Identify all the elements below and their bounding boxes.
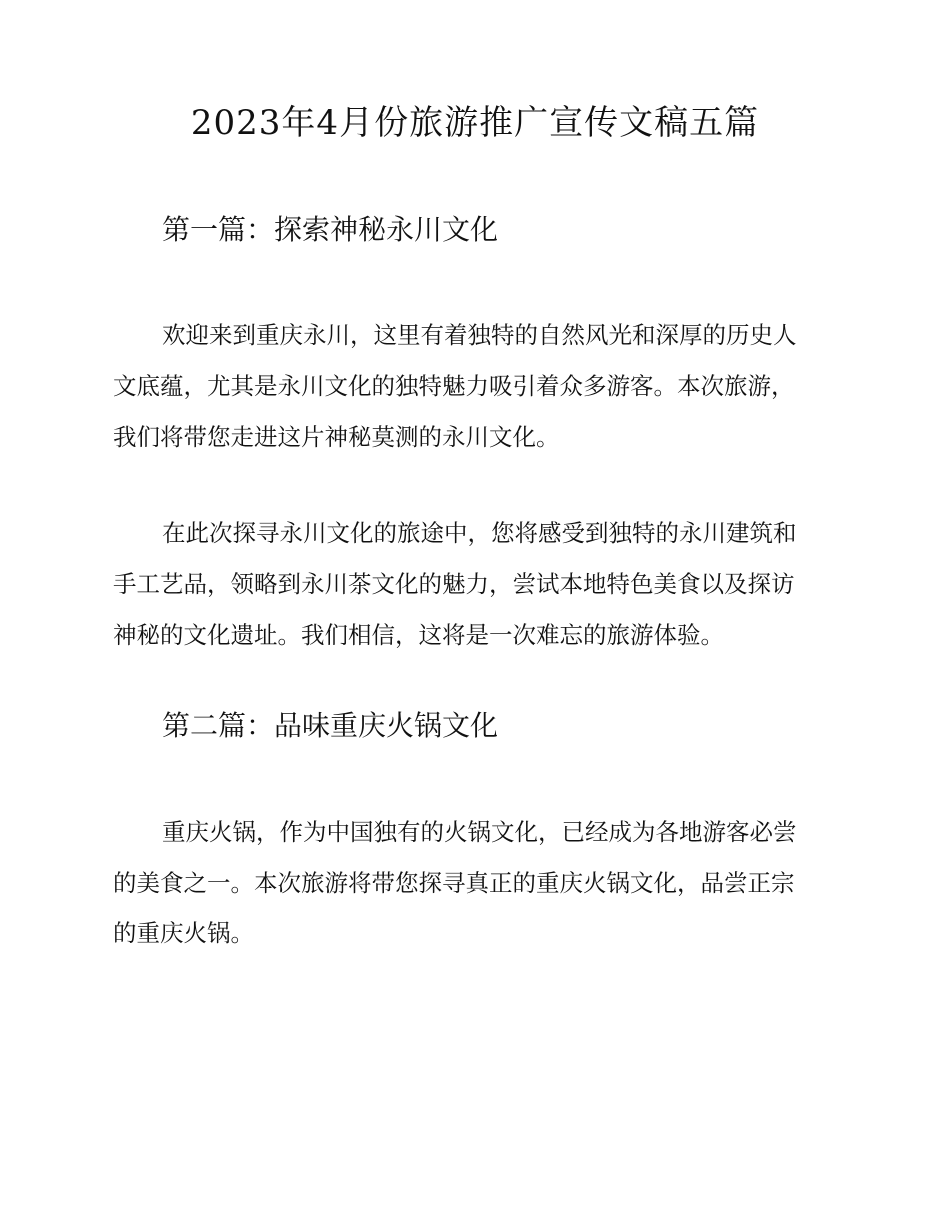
paragraph-line: 重庆火锅，作为中国独有的火锅文化，已经成为各地游客必尝 bbox=[162, 818, 797, 846]
section-heading-2: 第二篇：品味重庆火锅文化 bbox=[162, 709, 499, 742]
paragraph-line: 手工艺品，领略到永川茶文化的魅力，尝试本地特色美食以及探访 bbox=[113, 570, 795, 598]
paragraph-line: 的重庆火锅。 bbox=[113, 919, 254, 947]
section-heading-1: 第一篇：探索神秘永川文化 bbox=[162, 213, 499, 246]
paragraph-line: 的美食之一。本次旅游将带您探寻真正的重庆火锅文化，品尝正宗 bbox=[113, 869, 795, 897]
paragraph-line: 欢迎来到重庆永川，这里有着独特的自然风光和深厚的历史人 bbox=[162, 321, 797, 349]
document-title: 2023年4月份旅游推广宣传文稿五篇 bbox=[190, 103, 760, 143]
paragraph-line: 神秘的文化遗址。我们相信，这将是一次难忘的旅游体验。 bbox=[113, 621, 724, 649]
paragraph-line: 在此次探寻永川文化的旅途中，您将感受到独特的永川建筑和 bbox=[162, 519, 797, 547]
paragraph-line: 文底蕴，尤其是永川文化的独特魅力吸引着众多游客。本次旅游， bbox=[113, 372, 795, 400]
paragraph-line: 我们将带您走进这片神秘莫测的永川文化。 bbox=[113, 423, 560, 451]
